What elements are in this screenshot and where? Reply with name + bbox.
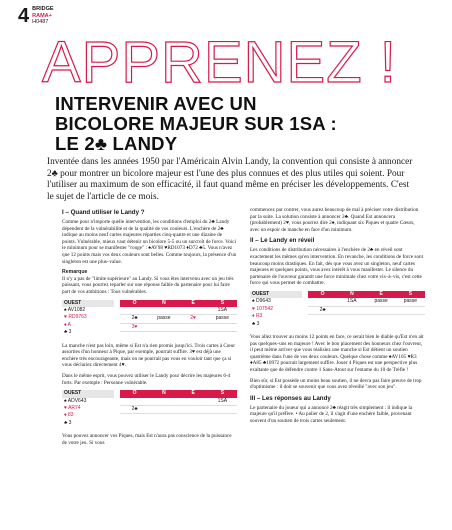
bid: 3♥ [131, 323, 138, 330]
seat-west: O [132, 299, 137, 306]
bid: passe [215, 315, 230, 322]
section-heading-1: I – Quand utiliser le Landy ? [62, 209, 145, 216]
bidding-header [120, 390, 237, 397]
brand-line-1: BRIDGE [32, 6, 54, 12]
deal-diagram-2 [62, 390, 237, 427]
diamonds-holding: ♦ 83 [64, 412, 74, 419]
seat-south: S [408, 290, 413, 297]
clubs-holding: ♣ 3 [64, 419, 72, 426]
bid: 2♣ [131, 405, 138, 412]
article-title [55, 94, 435, 154]
hand-label: OUEST [250, 291, 302, 298]
paragraph: Bien sûr, si Est possède un moins beau soutien, il ne devra pas faire preuve de trop d'optimisme : il doit se souvenir que vous avez réveillé "avec son jeu". [250, 377, 422, 391]
west-hand [62, 390, 114, 427]
section-heading-2: II – Le Landy en réveil [250, 237, 315, 245]
west-hand [250, 291, 302, 328]
paragraph: Il n'y a pas de "limite supérieure" au Landy. Si vous êtes intervenu avec un jeu très puissant, vous pourrez reparler sur une réponse faible du partenaire pour lui faire part de vos ambitions : Tous vulnérables. [62, 275, 234, 295]
bid: 1SA [217, 306, 228, 313]
hearts-holding: ♥ AR74 [64, 404, 81, 411]
bid [149, 406, 178, 413]
bid: 2♥ [190, 315, 196, 322]
issue-number: H0487 [32, 19, 49, 25]
bidding-table [120, 300, 237, 337]
bid [149, 307, 178, 314]
bid [208, 324, 237, 331]
seat-north: N [350, 290, 354, 297]
diamonds-holding: ♦ R3 [252, 313, 263, 320]
bidding-table [120, 390, 237, 427]
title-line-3: LE 2♣ LANDY [55, 133, 178, 154]
bidding-row [120, 398, 237, 406]
article-intro: Inventée dans les années 1950 par l'Américain Alvin Landy, la convention qui consiste à annoncer 2♣ pour montrer un bicolore majeur est l'une des plus connues et des plus utiles qui soient. Pour l'utiliser au maximum de son efficacité, il faut quand même en préciser les développements. C'est le sujet de l'article de ce mois. [47, 157, 413, 202]
title-line-1: INTERVENIR AVEC UN [55, 93, 257, 114]
seat-east: E [191, 299, 195, 306]
brand-mark: + [48, 12, 52, 19]
bid: passe [157, 315, 171, 322]
seat-south: S [220, 390, 225, 397]
bid: 1SA [217, 397, 228, 404]
bid [308, 298, 337, 305]
deal-diagram-1 [62, 300, 237, 337]
hearts-holding: ♥ 107542 [252, 305, 274, 312]
bidding-row [120, 315, 237, 323]
bid [149, 324, 178, 331]
seat-east: E [191, 390, 195, 397]
remark-label: Remarque [62, 269, 88, 276]
hearts-holding: ♥ RD9763 [64, 314, 87, 321]
bidding-row [120, 406, 237, 414]
seat-east: E [379, 290, 383, 297]
paragraph: Vous pouvez annoncer vos Piques, mais Est n'aura pas conscience de la puissance de votre jeu. Si vous [62, 433, 232, 446]
spades-holding: ♠ ADV643 [64, 397, 87, 404]
bid [149, 398, 178, 405]
bid [179, 406, 208, 413]
section-heading-3: III – Les réponses au Landy [250, 394, 331, 402]
paragraph: Le partenaire du joueur qui a annoncé 2♣ réagit très simplement : il indique la majeure qu'il préfère. • Au palier de 2, il s'agit d'une enchère faible, provenant souvent d'un soutien de trois cartes seulement. [250, 404, 413, 424]
west-hand [62, 300, 114, 337]
spades-holding: ♠ D9643 [252, 298, 271, 305]
column-right [250, 207, 425, 429]
bidding-header [120, 300, 237, 307]
bid [179, 307, 208, 314]
hand-label: OUEST [62, 300, 114, 307]
bidding-table [308, 291, 425, 328]
seat-west: O [132, 390, 137, 397]
diamonds-holding: ♦ A [64, 321, 71, 328]
bidding-row [120, 324, 237, 332]
paragraph: La manche n'est pas loin, même si Est n'a rien promis jusqu'ici. Trois cartes à Cœur assorties d'un honneur à Pique, par exemple, pourrait suffire. 3♥ est déjà une enchère très encourageante, mais on ne pourrait pas vous en vouloir tant que ça si vous déclariez directement 4♥. [62, 342, 235, 369]
page-header [18, 6, 54, 26]
bid: passe [403, 298, 418, 305]
clubs-holding: ♣ 3 [252, 320, 260, 327]
bid [208, 406, 237, 413]
bid: 1SA [347, 298, 357, 305]
bid: 2♣ [131, 315, 138, 322]
hand-label: OUEST [62, 390, 114, 397]
paragraph: Dans le même esprit, vous pouvez utiliser le Landy pour décrire les majeures 6-4 forts. Par exemple : Personne vulnérable. [62, 372, 231, 386]
bidding-row [308, 298, 425, 306]
bid [179, 324, 208, 331]
bid [179, 398, 208, 405]
bid [120, 398, 149, 405]
bidding-row [120, 307, 237, 315]
bidding-header [308, 291, 425, 298]
magazine-brand [32, 6, 53, 26]
bid [367, 307, 396, 314]
paragraph: commencez par contrer, vous aurez beaucoup de mal à préciser votre distribution par la suite. La solution consiste à annoncer 2♣. Quand Est annoncera (probablement) 2♥, vous pourrez dire 2♠, indiquant six Piques et quatre Cœurs, avec un espoir de manche en face d'un minimum. [250, 207, 419, 233]
spades-holding: ♠ AV1082 [64, 306, 86, 313]
paragraph: Les conditions de distribution nécessaires à l'enchère de 2♣ en réveil sont exactement les mêmes qu'en intervention. En revanche, les conditions de force sont beaucoup moins drastiques. En fait, dès que vous avez un singleton, neuf cartes majeures et quelques points, vous avez intérêt à vous manifester. Le silence du partenaire de l'ouvreur garantit une force minimale chez votre vis–à–vis, c'est cette force qui vous permet de combattre. [250, 247, 424, 287]
title-line-2: BICOLORE MAJEUR SUR 1SA : [55, 113, 337, 134]
bid [396, 307, 425, 314]
paragraph: Comme pour n'importe quelle intervention, les conditions d'emploi du 2♣ Landy dépendent de la vulnérabilité et de la qualité de vos couleurs. L'enchère de 2♣ indique au moins neuf cartes majeures réparties cinq-quatre et une dizaine de points. Vulnérable, mieux vaut détenir un bicolore 5-5 ou un surcroît de force. Voici le minimum pour se manifester "rouge" : ♠AV98 ♥RD1073 ♦D72 ♣5. Vous n'avez que 12 points mais vos deux couleurs sont belles. Comme toujours, la présence d'un singleton est une plus–value. [62, 219, 237, 265]
page-number: 4 [18, 5, 30, 27]
clubs-holding: ♣ 3 [64, 329, 72, 336]
deal-diagram-3 [250, 291, 425, 328]
column-left [62, 207, 237, 450]
seat-north: N [162, 299, 166, 306]
kicker-title: APPRENEZ ! [42, 30, 397, 95]
seat-south: S [220, 299, 225, 306]
paragraph: Vous allez trouver au moins 12 points en face, ce serait bien le diable qu'Est n'en ait pas quelques–uns en majeure ! Avec le bon placement des honneurs chez l'ouvreur, il peut même arriver que vous réalisiez une manche si Est détient un soutien quatrième dans l'une de vos deux couleurs. Quelque chose comme ♠AV105 ♥R3 ♦A85 ♣10972 pourrait largement suffire. Jouer 4 Piques est une perspective plus exaltante que de défendre contre 1 Sans-Atout sur l'entame du 10 de Trèfle ! [250, 333, 424, 373]
bidding-row [308, 307, 425, 315]
bid [337, 307, 366, 314]
bid [120, 307, 149, 314]
seat-west: O [320, 290, 325, 297]
bid: passe [374, 298, 388, 305]
bid: 2♣ [319, 306, 326, 313]
seat-north: N [162, 390, 166, 397]
brand-line-2: RAMA [32, 12, 49, 19]
